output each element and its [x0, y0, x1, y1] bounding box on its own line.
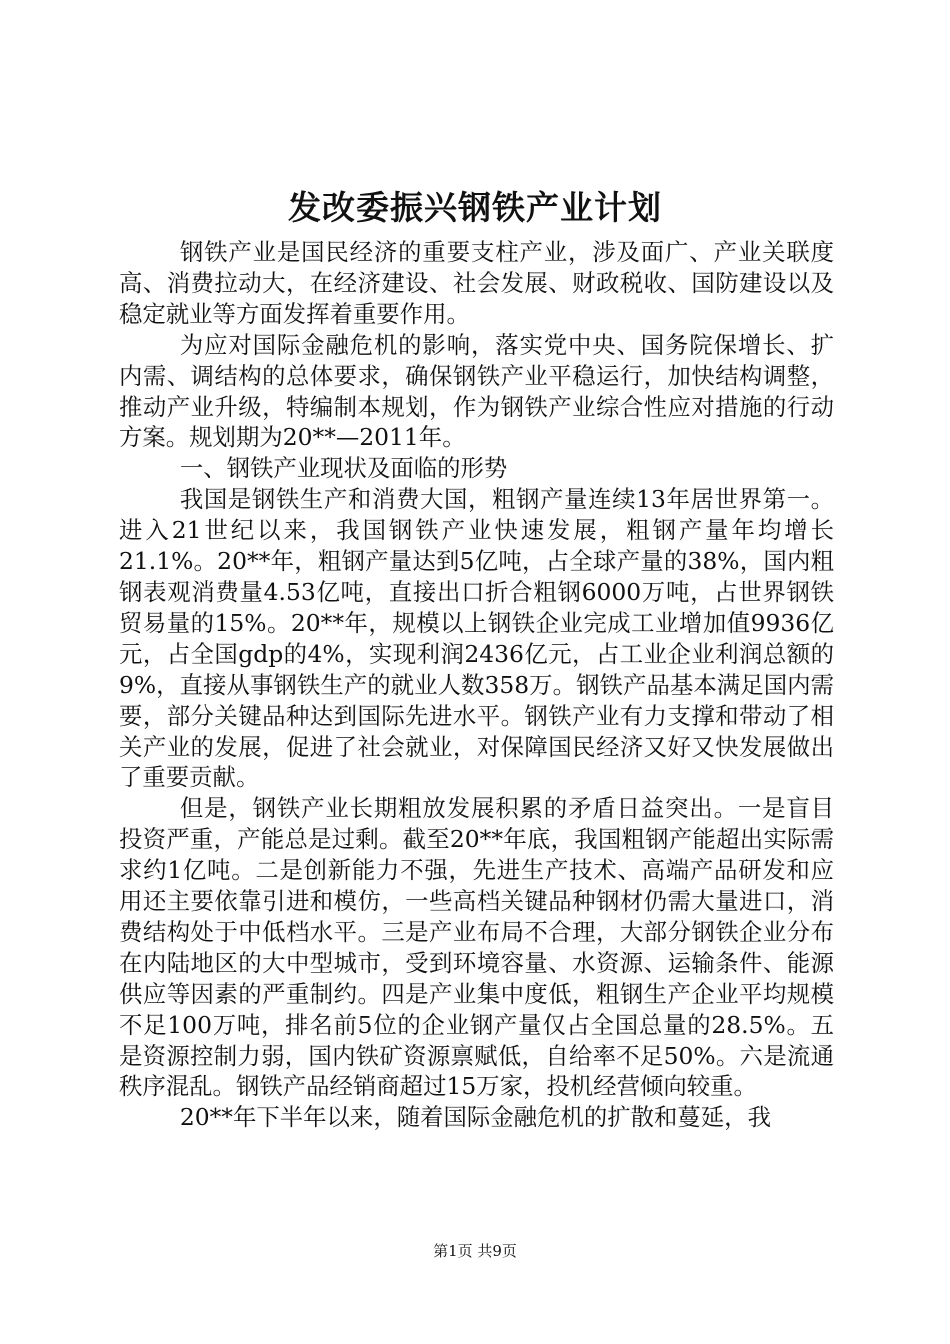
document-body: [119, 237, 834, 1133]
paragraph-current-status: 我国是钢铁生产和消费大国，粗钢产量连续13年居世界第一。进入21世纪以来，我国钢铁产业快速发展，粗钢产量年均增长21.1%。20**年，粗钢产量达到5亿吨，占全球产量的38%，国内粗钢表观消费量4.53亿吨，直接出口折合粗钢6000万吨，占世界钢铁贸易量的15%。20**年，规模以上钢铁企业完成工业增加值9936亿元，占全国gdp的4%，实现利润2436亿元，占工业企业利润总额的9%，直接从事钢铁生产的就业人数358万。钢铁产品基本满足国内需要，部分关键品种达到国际先进水平。钢铁产业有力支撑和带动了相关产业的发展，促进了社会就业，对保障国民经济又好又快发展做出了重要贡献。: [119, 485, 834, 792]
page-footer: 第1页 共9页: [433, 1242, 517, 1260]
paragraph-purpose: 为应对国际金融危机的影响，落实党中央、国务院保增长、扩内需、调结构的总体要求，确保钢铁产业平稳运行，加快结构调整，推动产业升级，特编制本规划，作为钢铁产业综合性应对措施的行动方案。规划期为20**—2011年。: [119, 330, 834, 452]
section-heading: 一、钢铁产业现状及面临的形势: [179, 454, 508, 483]
paragraph-intro: 钢铁产业是国民经济的重要支柱产业，涉及面广、产业关联度高、消费拉动大，在经济建设、社会发展、财政税收、国防建设以及稳定就业等方面发挥着重要作用。: [119, 238, 834, 328]
paragraph-problems: 但是，钢铁产业长期粗放发展积累的矛盾日益突出。一是盲目投资严重，产能总是过剩。截至20**年底，我国粗钢产能超出实际需求约1亿吨。二是创新能力不强，先进生产技术、高端产品研发和应用还主要依靠引进和模仿，一些高档关键品种钢材仍需大量进口，消费结构处于中低档水平。三是产业布局不合理，大部分钢铁企业分布在内陆地区的大中型城市，受到环境容量、水资源、运输条件、能源供应等因素的严重制约。四是产业集中度低，粗钢生产企业平均规模不足100万吨，排名前5位的企业钢产量仅占全国总量的28.5%。五是资源控制力弱，国内铁矿资源禀赋低，自给率不足50%。六是流通秩序混乱。钢铁产品经销商超过15万家，投机经营倾向较重。: [119, 794, 834, 1101]
paragraph-crisis: 20**年下半年以来，随着国际金融危机的扩散和蔓延，我: [179, 1103, 771, 1132]
document-title: 发改委振兴钢铁产业计划: [288, 188, 662, 227]
